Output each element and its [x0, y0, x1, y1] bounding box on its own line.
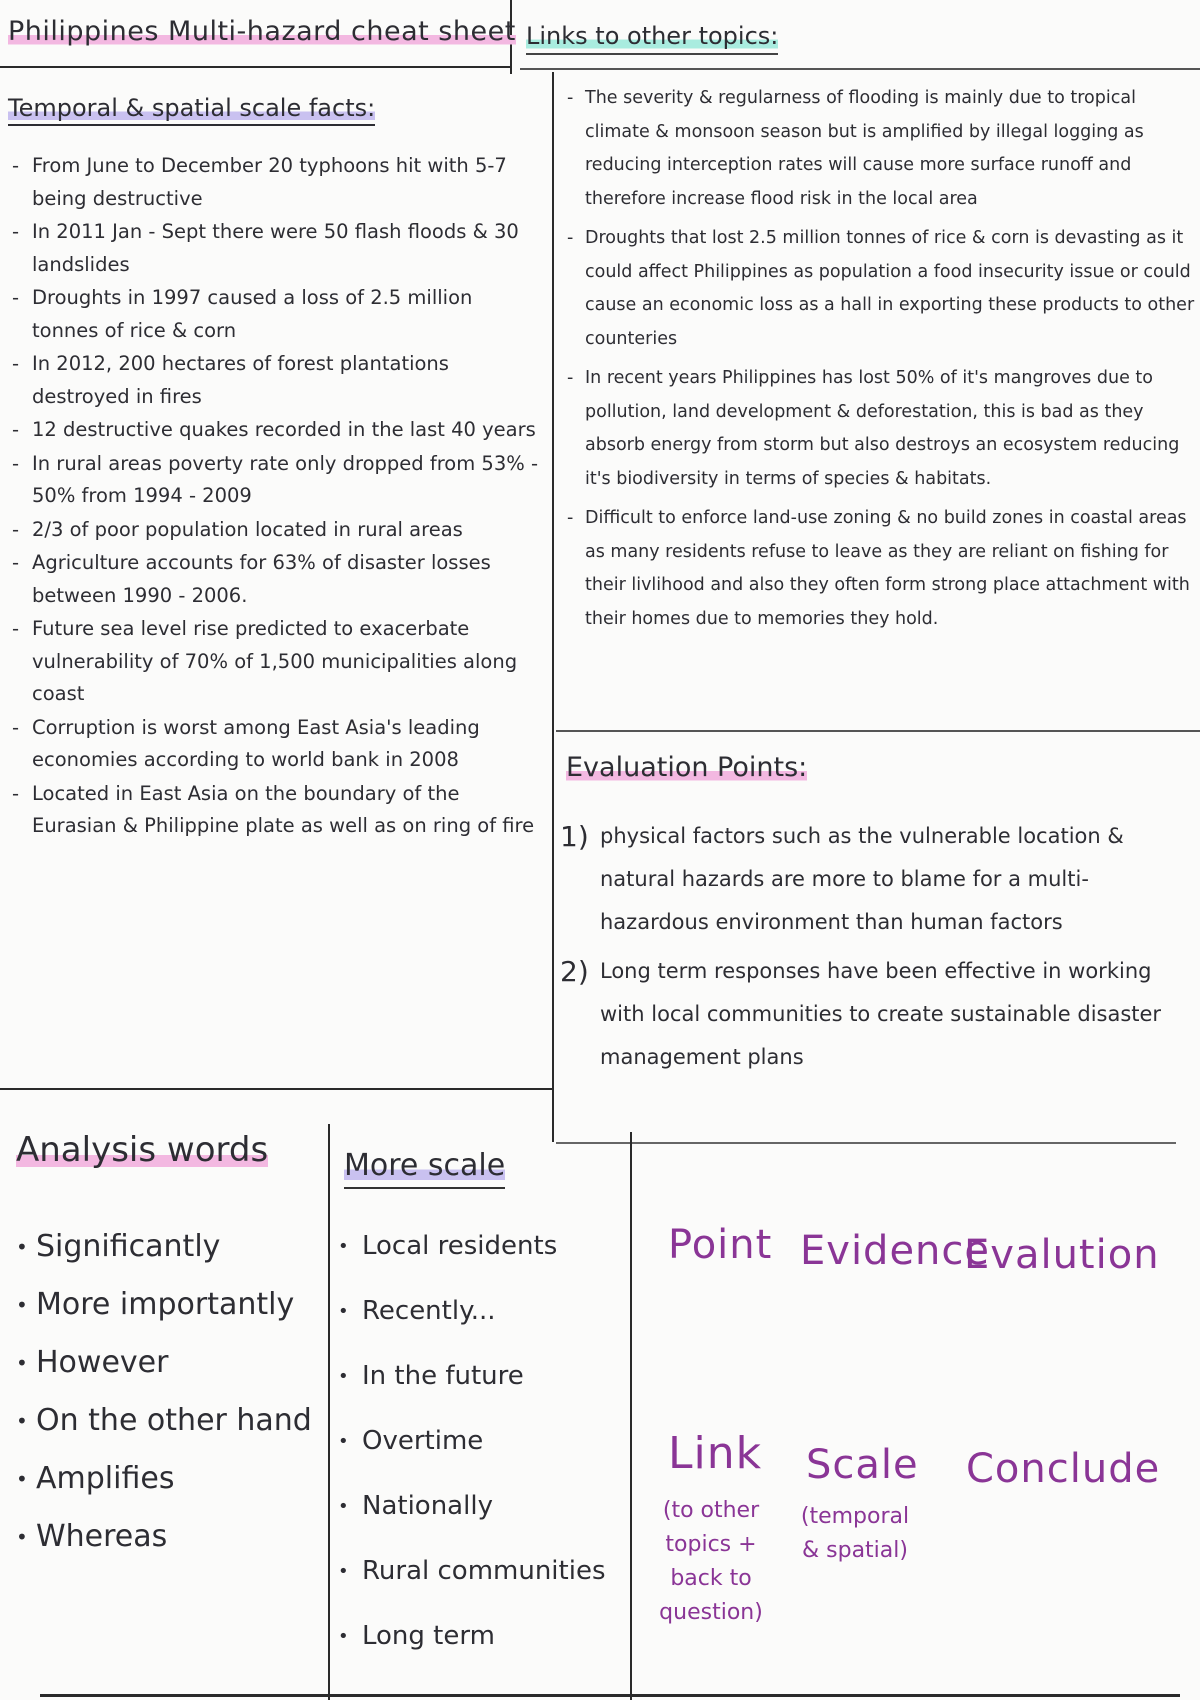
links-title-underline — [520, 68, 1200, 70]
scale-word: • In the future — [338, 1344, 628, 1409]
analysis-word: • Whereas — [16, 1508, 326, 1566]
link-item: - The severity & regularness of flooding is mainly due to tropical climate & monsoon season but is amplified by illegal logging as reducing interception rates will cause more surface runoff and therefore increase flood risk in the local area — [565, 82, 1195, 216]
links-title-text: Links to other topics: — [526, 22, 779, 50]
links-bottom-divider — [556, 730, 1200, 732]
evaluation-number: 1) — [560, 820, 589, 853]
evaluation-number: 2) — [560, 955, 589, 988]
top-divider-left — [0, 66, 512, 68]
evaluation-heading — [566, 752, 807, 783]
scale-word: • Overtime — [338, 1409, 628, 1474]
fact-item: - In rural areas poverty rate only dropped from 53% - 50% from 1994 - 2009 — [8, 448, 538, 513]
facts-right-border — [552, 72, 554, 1142]
more-scale-heading — [344, 1148, 505, 1189]
analysis-word: • More importantly — [16, 1276, 326, 1334]
evaluation-item — [560, 950, 1180, 1079]
eval-bottom-divider — [556, 1142, 1176, 1144]
analysis-word: • On the other hand — [16, 1392, 326, 1450]
analysis-heading — [16, 1130, 268, 1170]
scale-word: • Recently... — [338, 1279, 628, 1344]
facts-list — [8, 150, 538, 844]
page-bottom-line — [40, 1694, 1180, 1697]
fact-item: - In 2012, 200 hectares of forest plantations destroyed in fires — [8, 348, 538, 413]
peel-conclude: Conclude — [966, 1446, 1161, 1492]
fact-item: - Located in East Asia on the boundary of the Eurasian & Philippine plate as well as on ring of fire — [8, 778, 538, 843]
analysis-word: • However — [16, 1334, 326, 1392]
peel-scale-note: (temporal & spatial) — [800, 1504, 910, 1563]
facts-bottom-divider — [0, 1088, 552, 1090]
link-item: - In recent years Philippines has lost 50% of it's mangroves due to pollution, land development & deforestation, this is bad as they absorb energy from storm but also destroys an ecosystem reducing it's biodiversity in terms of species & habitats. — [565, 362, 1195, 496]
fact-item: - From June to December 20 typhoons hit with 5-7 being destructive — [8, 150, 538, 215]
fact-item: - Agriculture accounts for 63% of disaster losses between 1990 - 2006. — [8, 547, 538, 612]
analysis-word: • Amplifies — [16, 1450, 326, 1508]
scale-word: • Nationally — [338, 1474, 628, 1539]
peel-scale: Scale — [806, 1442, 919, 1488]
link-item: - Droughts that lost 2.5 million tonnes of rice & corn is devasting as it could affect Philippines as population a food insecurity issue or could cause an economic loss as a hall in exporting these products to other counteries — [565, 222, 1195, 356]
links-section-title — [526, 22, 778, 55]
peel-evidence: Evidence — [800, 1228, 991, 1274]
fact-item: - 2/3 of poor population located in rural areas — [8, 514, 538, 547]
more-scale-heading-text: More scale — [344, 1148, 506, 1183]
peel-evalution: Evalution — [964, 1232, 1160, 1278]
fact-item: - 12 destructive quakes recorded in the last 40 years — [8, 414, 538, 447]
evaluation-text: Long term responses have been effective in working with local communities to create sustainable disaster management plans — [600, 959, 1162, 1069]
facts-heading — [8, 94, 375, 126]
scale-word: • Rural communities — [338, 1539, 628, 1604]
evaluation-heading-text: Evaluation Points: — [566, 752, 808, 783]
analysis-right-divider — [328, 1124, 330, 1700]
evaluation-text: physical factors such as the vulnerable location & natural hazards are more to blame for a multi-hazardous environment than human factors — [600, 824, 1124, 934]
fact-item: - Droughts in 1997 caused a loss of 2.5 million tonnes of rice & corn — [8, 282, 538, 347]
analysis-words-list — [16, 1218, 326, 1566]
analysis-heading-text: Analysis words — [16, 1130, 269, 1170]
link-item: - Difficult to enforce land-use zoning & no build zones in coastal areas as many residents refuse to leave as they are reliant on fishing for their livlihood and also they often form strong place attachment with their homes due to memories they hold. — [565, 502, 1195, 636]
page-title: Philippines Multi-hazard cheat sheet — [8, 16, 516, 47]
links-list — [565, 82, 1195, 642]
facts-heading-text: Temporal & spatial scale facts: — [8, 94, 376, 122]
analysis-word: • Significantly — [16, 1218, 326, 1276]
scale-word: • Local residents — [338, 1214, 628, 1279]
peel-point: Point — [668, 1222, 773, 1268]
peel-link-note: (to other topics + back to question) — [659, 1498, 763, 1625]
fact-item: - In 2011 Jan - Sept there were 50 flash floods & 30 landslides — [8, 216, 538, 281]
scale-word: • Long term — [338, 1604, 628, 1669]
fact-item: - Future sea level rise predicted to exacerbate vulnerability of 70% of 1,500 municipalities along coast — [8, 613, 538, 711]
more-scale-list — [338, 1214, 628, 1669]
evaluation-item — [560, 815, 1180, 944]
fact-item: - Corruption is worst among East Asia's leading economies according to world bank in 2008 — [8, 712, 538, 777]
evaluation-list — [560, 815, 1180, 1085]
scale-right-divider — [630, 1132, 632, 1700]
peel-link: Link — [668, 1428, 763, 1479]
